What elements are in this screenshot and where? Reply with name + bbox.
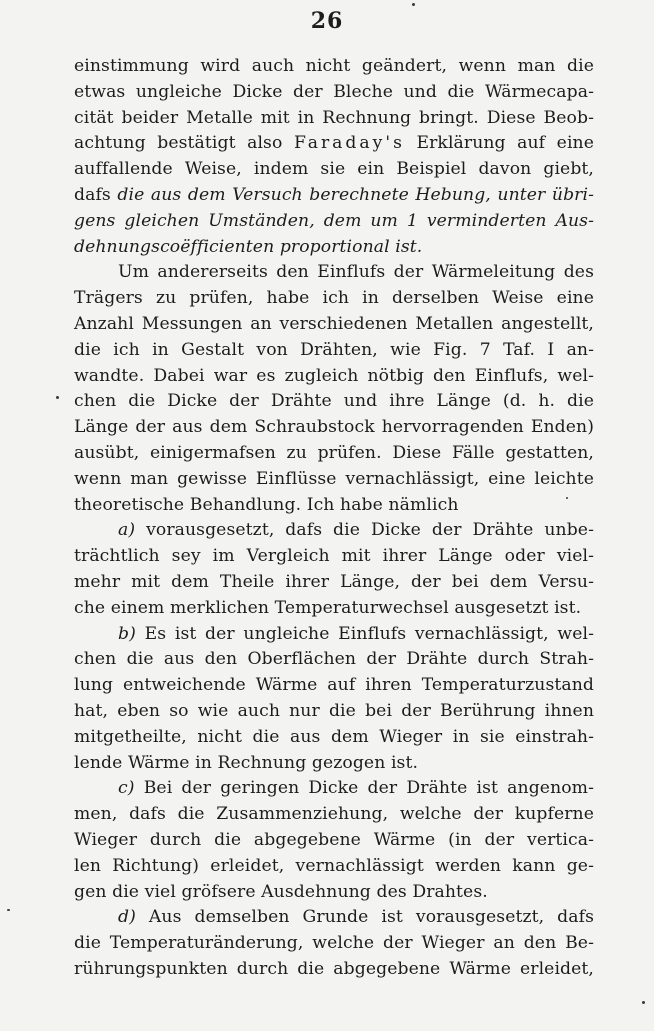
text-line	[74, 312, 594, 338]
line-text: wenn man gewisse Einflüsse vernachlässigt, eine leichte	[74, 468, 594, 489]
text-line	[74, 725, 594, 751]
text-line	[74, 441, 594, 467]
text-line	[74, 235, 594, 261]
line-text: Wieger durch die abgegebene Wärme (in der vertica-	[74, 829, 594, 850]
italic-text: die aus dem Versuch berechnete Hebung, unter übri-	[117, 184, 594, 205]
line-text: Um andererseits den Einflufs der Wärmeleitung des	[118, 262, 594, 283]
page-number: 26	[310, 8, 344, 34]
text-line	[74, 854, 594, 880]
text-line	[74, 880, 594, 906]
line-text: achtung bestätigt also	[74, 133, 294, 154]
line-text: cität beider Metalle mit in Rechnung bringt. Diese Beob-	[74, 107, 594, 128]
line-text: Erklärung auf eine	[404, 133, 594, 154]
line-text: dafs	[74, 184, 118, 205]
text-line	[74, 260, 594, 286]
line-text: trächtlich sey im Vergleich mit ihrer Länge oder viel-	[74, 546, 594, 567]
text-line	[74, 957, 594, 983]
text-line	[74, 209, 594, 235]
line-text: Anzahl Messungen an verschiedenen Metallen angestellt,	[74, 313, 594, 334]
line-text: men, dafs die Zusammenziehung, welche der kupferne	[74, 804, 594, 825]
line-text: vorausgesetzt, dafs die Dicke der Drähte unbe-	[135, 520, 594, 541]
line-text: chen die Dicke der Drähte und ihre Länge (d. h. die	[74, 391, 594, 412]
text-line	[74, 364, 594, 390]
line-text: ausübt, einigermafsen zu prüfen. Diese Fälle gestatten,	[74, 442, 594, 463]
text-line	[74, 493, 594, 519]
line-text: auffallende Weise, indem sie ein Beispiel davon giebt,	[74, 159, 594, 180]
text-line	[74, 183, 594, 209]
line-text: Trägers zu prüfen, habe ich in derselben Weise eine	[74, 288, 594, 309]
line-text: gen die viel gröfsere Ausdehnung des Drahtes.	[74, 881, 488, 902]
text-line	[74, 131, 594, 157]
line-text: rührungspunkten durch die abgegebene Wärme erleidet,	[74, 958, 594, 979]
text-line	[74, 647, 594, 673]
text-line	[74, 776, 594, 802]
line-text: Aus demselben Grunde ist vorausgesetzt, dafs	[135, 907, 594, 928]
italic-text: gens gleichen Umständen, dem um 1 verminderten Aus-	[74, 210, 594, 231]
line-text: mitgetheilte, nicht die aus dem Wieger in sie einstrah-	[74, 726, 594, 747]
text-line	[74, 828, 594, 854]
body-text	[74, 54, 594, 983]
text-line	[74, 931, 594, 957]
text-line	[74, 596, 594, 622]
text-line	[74, 286, 594, 312]
line-text: lende Wärme in Rechnung gezogen ist.	[74, 752, 419, 773]
scan-speck	[56, 396, 59, 399]
line-text: chen die aus den Oberflächen der Drähte durch Strah-	[74, 649, 594, 670]
text-line	[74, 106, 594, 132]
text-line	[74, 751, 594, 777]
italic-text: dehnungscoëfficienten proportional ist.	[74, 236, 423, 257]
line-text: hat, eben so wie auch nur die bei der Berührung ihnen	[74, 700, 594, 721]
line-text: Bei der geringen Dicke der Drähte ist angenom-	[134, 778, 594, 799]
text-line	[74, 80, 594, 106]
line-text: lung entweichende Wärme auf ihren Temperaturzustand	[74, 675, 594, 696]
text-line	[74, 467, 594, 493]
text-line	[74, 338, 594, 364]
text-line	[74, 673, 594, 699]
line-text: die ich in Gestalt von Drähten, wie Fig. 7 Taf. I an-	[74, 339, 594, 360]
scan-speck	[642, 1001, 645, 1004]
italic-text: d)	[118, 907, 136, 928]
line-text: len Richtung) erleidet, vernachlässigt werden kann ge-	[74, 855, 594, 876]
italic-text: c)	[118, 778, 135, 799]
line-text: theoretische Behandlung. Ich habe nämlich	[74, 494, 459, 515]
text-line	[74, 699, 594, 725]
text-line	[74, 570, 594, 596]
line-text: Länge der aus dem Schraubstock hervorragenden Enden)	[74, 417, 594, 438]
text-line	[74, 802, 594, 828]
text-line	[74, 415, 594, 441]
text-line	[74, 54, 594, 80]
line-text: wandte. Dabei war es zugleich nötbig den Einflufs, wel-	[74, 365, 594, 386]
text-line	[74, 544, 594, 570]
line-text: che einem merklichen Temperaturwechsel ausgesetzt ist.	[74, 597, 582, 618]
scan-speck	[412, 3, 415, 6]
line-text: mehr mit dem Theile ihrer Länge, der bei dem Versu-	[74, 571, 594, 592]
text-line	[74, 518, 594, 544]
spaced-name: Faraday's	[293, 133, 405, 154]
text-line	[74, 389, 594, 415]
line-text: Es ist der ungleiche Einflufs vernachlässigt, wel-	[135, 623, 594, 644]
line-text: die Temperaturänderung, welche der Wieger an den Be-	[74, 933, 594, 954]
text-line	[74, 157, 594, 183]
text-line	[74, 905, 594, 931]
line-text: einstimmung wird auch nicht geändert, wenn man die	[74, 56, 594, 76]
text-line	[74, 622, 594, 648]
scan-speck	[566, 497, 568, 499]
italic-text: b)	[118, 623, 136, 644]
scan-speck	[7, 909, 10, 911]
italic-text: a)	[118, 520, 136, 541]
line-text: etwas ungleiche Dicke der Bleche und die Wärmecapa-	[74, 81, 594, 102]
